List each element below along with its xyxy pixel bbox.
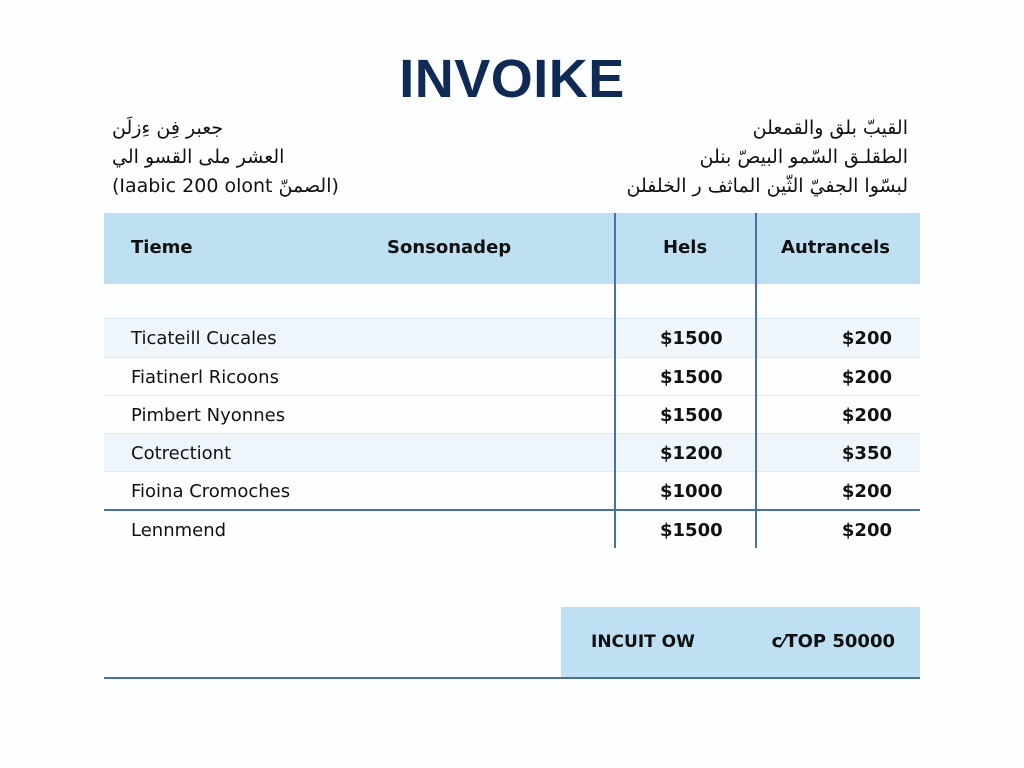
recipient-address-line-2: الطقلـق السّمو البيصّ بنلن — [699, 146, 908, 168]
row-price: $1000 — [660, 481, 723, 502]
row-price: $1200 — [660, 443, 723, 464]
header-amount: Autrancels — [781, 237, 890, 258]
header-description: Sonsonadep — [387, 237, 512, 258]
column-divider — [755, 213, 757, 548]
row-amount: $200 — [841, 481, 892, 502]
recipient-address-line-3: لبسّوا الجفيّ الثّين الماثف ر الخلفلن — [626, 175, 908, 197]
sender-address — [112, 114, 339, 201]
column-divider — [614, 213, 616, 548]
table-row-blank — [104, 284, 920, 317]
row-item: Lennmend — [131, 520, 227, 541]
total-value: ᴄ⁄TOP 50000 — [771, 631, 895, 652]
sender-address-line-1: جعبر فِن ءِزلَن — [112, 117, 224, 139]
header-price: Hels — [663, 237, 708, 258]
recipient-address-line-1: القيبّ بلق والقمعلن — [752, 117, 908, 139]
row-amount: $200 — [841, 328, 892, 349]
table-header — [104, 213, 920, 284]
row-amount: $200 — [841, 520, 892, 541]
bottom-rule — [104, 677, 920, 679]
header-item: Tieme — [131, 237, 193, 258]
row-item: Cotrectiont — [131, 443, 232, 464]
row-price: $1500 — [660, 328, 723, 349]
row-item: Ticateill Cucales — [131, 328, 277, 349]
sender-address-line-2: العشر ملى القسو الي — [112, 146, 285, 168]
row-amount: $200 — [841, 367, 892, 388]
sender-address-line-3: (الصمنّ Iaabic 200 olont) — [112, 175, 339, 197]
row-price: $1500 — [660, 367, 723, 388]
row-amount: $350 — [841, 443, 892, 464]
table-row — [104, 318, 920, 357]
table-row — [104, 357, 920, 396]
invoice-table — [104, 213, 920, 548]
row-item: Pimbert Nyonnes — [131, 405, 286, 426]
invoice-title: INVOIKE — [399, 49, 625, 109]
table-row — [104, 511, 920, 549]
recipient-address — [626, 114, 908, 201]
table-row — [104, 433, 920, 472]
row-price: $1500 — [660, 405, 723, 426]
table-row — [104, 395, 920, 434]
table-row — [104, 471, 920, 510]
row-item: Fiatinerl Ricoons — [131, 367, 279, 388]
total-label: INCUIT OW — [591, 632, 695, 652]
row-amount: $200 — [841, 405, 892, 426]
total-box — [561, 607, 920, 677]
row-item: Fioina Cromoches — [131, 481, 291, 502]
row-price: $1500 — [660, 520, 723, 541]
